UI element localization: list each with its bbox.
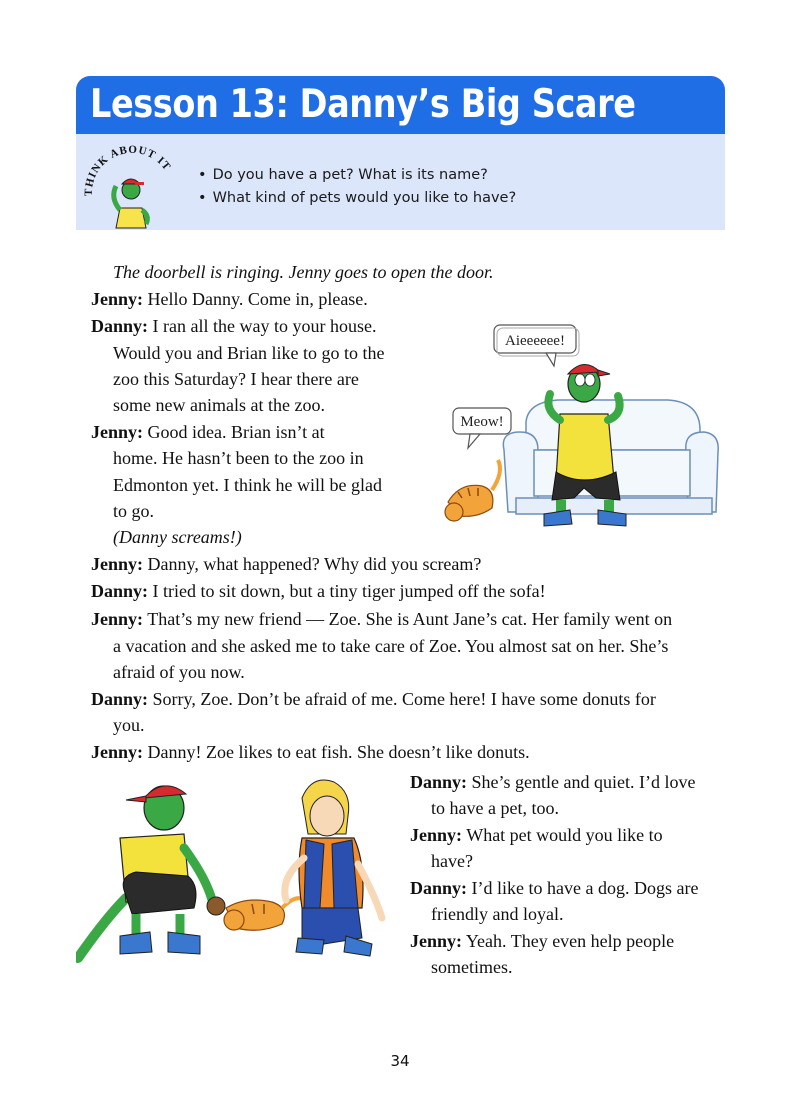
page-number: 34 [390,1052,410,1070]
dialogue-continuation: some new animals at the zoo. [113,395,325,415]
bubble-cat-text: Meow! [460,414,504,430]
think-about-it-icon [80,138,180,230]
think-question-text: Do you have a pet? What is its name? [212,167,488,183]
think-question-text: What kind of pets would you like to have? [212,190,517,206]
dialogue-line: Jenny: What pet would you like to [410,825,663,845]
dialogue-continuation: Would you and Brian like to go to the [113,343,385,363]
cat-icon [445,460,500,521]
dialogue-line: Danny: I tried to sit down, but a tiny tiger jumped off the sofa! [91,581,546,601]
think-about-it-label: THINK ABOUT IT [82,143,174,197]
stage-direction: (Danny screams!) [113,527,242,547]
think-question-2: • What kind of pets would you like to have? [198,190,517,206]
dialogue-continuation: Edmonton yet. I think he will be glad [113,475,382,495]
dialogue-continuation: to have a pet, too. [431,798,559,818]
dialogue-continuation: have? [431,851,473,871]
dialogue-line: Danny: I ran all the way to your house. [91,316,377,336]
speech-bubble-danny [494,325,579,366]
dialogue-line: Jenny: Hello Danny. Come in, please. [91,289,368,309]
danny-sofa-illustration [438,322,720,532]
danny-character [78,786,212,958]
dialogue-line: Jenny: Yeah. They even help people [410,931,675,951]
dialogue-line: Danny: I’d like to have a dog. Dogs are [410,878,699,898]
dialogue-continuation: afraid of you now. [113,662,245,682]
story-intro: The doorbell is ringing. Jenny goes to open the door. [113,262,494,282]
danny-jenny-cat-illustration [76,768,396,968]
dialogue-line: Jenny: Danny! Zoe likes to eat fish. She doesn’t like donuts. [91,742,530,762]
dialogue-line: Danny: Sorry, Zoe. Don’t be afraid of me. Come here! I have some donuts for [91,689,656,709]
dialogue-continuation: you. [113,715,145,735]
dialogue-line: Jenny: Danny, what happened? Why did you scream? [91,554,482,574]
jenny-character [285,780,382,956]
dialogue-continuation: sometimes. [431,957,513,977]
donut-icon [207,897,225,915]
dialogue-line: Danny: She’s gentle and quiet. I’d love [410,772,696,792]
dialogue-continuation: zoo this Saturday? I hear there are [113,369,359,389]
dialogue-continuation: to go. [113,501,155,521]
lesson-title: Lesson 13: Danny’s Big Scare [90,82,636,127]
dialogue-line: Jenny: Good idea. Brian isn’t at [91,422,325,442]
dialogue-continuation: a vacation and she asked me to take care of Zoe. You almost sat on her. She’s [113,636,669,656]
dialogue-continuation: home. He hasn’t been to the zoo in [113,448,364,468]
cat-icon [224,898,304,930]
think-question-1: • Do you have a pet? What is its name? [198,167,488,183]
bubble-danny-text: Aieeeeee! [505,333,565,349]
dialogue-line: Jenny: That’s my new friend — Zoe. She is Aunt Jane’s cat. Her family went on [91,609,673,629]
dialogue-continuation: friendly and loyal. [431,904,564,924]
speech-bubble-cat [453,408,511,448]
